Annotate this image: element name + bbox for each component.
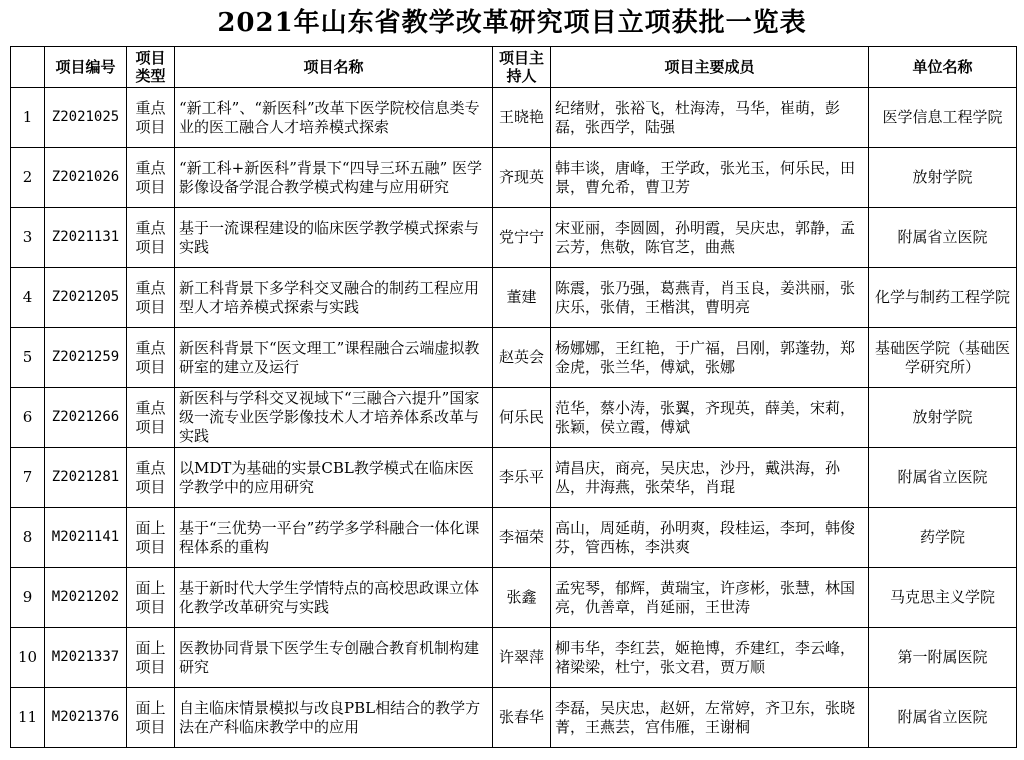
table-row bbox=[11, 328, 1017, 388]
project-code: M2021337 bbox=[45, 628, 127, 688]
project-name: 基于新时代大学生学情特点的高校思政课立体化教学改革研究与实践 bbox=[175, 568, 493, 628]
project-type: 重点项目 bbox=[127, 148, 175, 208]
project-code: Z2021205 bbox=[45, 268, 127, 328]
project-code: Z2021266 bbox=[45, 388, 127, 448]
header-index bbox=[11, 47, 45, 88]
projects-table bbox=[10, 46, 1017, 748]
row-index: 7 bbox=[11, 448, 45, 508]
project-type: 面上项目 bbox=[127, 688, 175, 748]
header-name: 项目名称 bbox=[175, 47, 493, 88]
project-name: 基于一流课程建设的临床医学教学模式探索与实践 bbox=[175, 208, 493, 268]
project-host: 何乐民 bbox=[493, 388, 551, 448]
project-unit: 马克思主义学院 bbox=[869, 568, 1017, 628]
project-type: 重点项目 bbox=[127, 88, 175, 148]
table-row bbox=[11, 688, 1017, 748]
table-row bbox=[11, 268, 1017, 328]
project-members: 靖昌庆，商亮，吴庆忠，沙丹，戴洪海，孙丛，井海燕，张荣华，肖琨 bbox=[551, 448, 869, 508]
project-host: 许翠萍 bbox=[493, 628, 551, 688]
row-index: 3 bbox=[11, 208, 45, 268]
project-name: 新医科与学科交叉视域下“三融合六提升”国家级一流专业医学影像技术人才培养体系改革与实践 bbox=[175, 388, 493, 448]
project-code: Z2021025 bbox=[45, 88, 127, 148]
project-unit: 医学信息工程学院 bbox=[869, 88, 1017, 148]
table-row bbox=[11, 388, 1017, 448]
project-code: Z2021259 bbox=[45, 328, 127, 388]
project-name: 自主临床情景模拟与改良PBL相结合的教学方法在产科临床教学中的应用 bbox=[175, 688, 493, 748]
project-members: 纪绪财，张裕飞，杜海涛，马华，崔萌，彭磊，张西学，陆强 bbox=[551, 88, 869, 148]
row-index: 2 bbox=[11, 148, 45, 208]
row-index: 8 bbox=[11, 508, 45, 568]
project-name: “新工科+新医科”背景下“四导三环五融” 医学影像设备学混合教学模式构建与应用研究 bbox=[175, 148, 493, 208]
project-members: 高山，周延萌，孙明爽，段桂运，李珂，韩俊芬，管西栋，李洪爽 bbox=[551, 508, 869, 568]
project-unit: 附属省立医院 bbox=[869, 688, 1017, 748]
header-type: 项目类型 bbox=[127, 47, 175, 88]
header-row bbox=[11, 47, 1017, 88]
project-name: 以MDT为基础的实景CBL教学模式在临床医学教学中的应用研究 bbox=[175, 448, 493, 508]
project-type: 面上项目 bbox=[127, 628, 175, 688]
project-host: 董建 bbox=[493, 268, 551, 328]
table-row bbox=[11, 88, 1017, 148]
project-type: 重点项目 bbox=[127, 208, 175, 268]
project-type: 面上项目 bbox=[127, 568, 175, 628]
project-unit: 药学院 bbox=[869, 508, 1017, 568]
table-row bbox=[11, 148, 1017, 208]
project-name: 基于“三优势一平台”药学多学科融合一体化课程体系的重构 bbox=[175, 508, 493, 568]
project-type: 面上项目 bbox=[127, 508, 175, 568]
project-unit: 附属省立医院 bbox=[869, 448, 1017, 508]
project-members: 韩丰谈，唐峰，王学政，张光玉，何乐民，田景，曹允希，曹卫芳 bbox=[551, 148, 869, 208]
table-row bbox=[11, 628, 1017, 688]
project-type: 重点项目 bbox=[127, 448, 175, 508]
project-unit: 第一附属医院 bbox=[869, 628, 1017, 688]
header-host: 项目主持人 bbox=[493, 47, 551, 88]
row-index: 11 bbox=[11, 688, 45, 748]
header-unit: 单位名称 bbox=[869, 47, 1017, 88]
row-index: 10 bbox=[11, 628, 45, 688]
project-name: 医教协同背景下医学生专创融合教育机制构建研究 bbox=[175, 628, 493, 688]
project-name: 新工科背景下多学科交叉融合的制药工程应用型人才培养模式探索与实践 bbox=[175, 268, 493, 328]
project-code: M2021141 bbox=[45, 508, 127, 568]
project-host: 王晓艳 bbox=[493, 88, 551, 148]
row-index: 6 bbox=[11, 388, 45, 448]
project-members: 李磊，吴庆忠，赵妍，左常婷，齐卫东，张晓菁，王燕芸，宫伟雁，王谢桐 bbox=[551, 688, 869, 748]
project-members: 宋亚丽，李圆圆，孙明霞，吴庆忠，郭静，孟云芳，焦敬，陈官芝，曲燕 bbox=[551, 208, 869, 268]
project-host: 党宁宁 bbox=[493, 208, 551, 268]
project-type: 重点项目 bbox=[127, 388, 175, 448]
project-host: 齐现英 bbox=[493, 148, 551, 208]
project-code: M2021376 bbox=[45, 688, 127, 748]
project-members: 范华，蔡小涛，张翼，齐现英，薛美，宋莉，张颖，侯立霞，傅斌 bbox=[551, 388, 869, 448]
project-host: 张鑫 bbox=[493, 568, 551, 628]
project-host: 李福荣 bbox=[493, 508, 551, 568]
project-members: 杨娜娜，王红艳，于广福，吕刚，郭蓬勃，郑金虎，张兰华，傅斌，张娜 bbox=[551, 328, 869, 388]
project-code: M2021202 bbox=[45, 568, 127, 628]
header-code: 项目编号 bbox=[45, 47, 127, 88]
project-host: 李乐平 bbox=[493, 448, 551, 508]
row-index: 1 bbox=[11, 88, 45, 148]
row-index: 4 bbox=[11, 268, 45, 328]
project-members: 陈震，张乃强，葛燕青，肖玉良，姜洪丽，张庆乐，张倩，王楷淇，曹明亮 bbox=[551, 268, 869, 328]
table-row bbox=[11, 568, 1017, 628]
project-type: 重点项目 bbox=[127, 268, 175, 328]
header-members: 项目主要成员 bbox=[551, 47, 869, 88]
project-unit: 附属省立医院 bbox=[869, 208, 1017, 268]
row-index: 5 bbox=[11, 328, 45, 388]
project-code: Z2021026 bbox=[45, 148, 127, 208]
project-name: “新工科”、“新医科”改革下医学院校信息类专业的医工融合人才培养模式探索 bbox=[175, 88, 493, 148]
row-index: 9 bbox=[11, 568, 45, 628]
project-code: Z2021131 bbox=[45, 208, 127, 268]
project-members: 孟宪琴，郁辉，黄瑞宝，许彦彬，张慧，林国亮，仇善章，肖延丽，王世涛 bbox=[551, 568, 869, 628]
project-code: Z2021281 bbox=[45, 448, 127, 508]
project-name: 新医科背景下“医文理工”课程融合云端虚拟教研室的建立及运行 bbox=[175, 328, 493, 388]
project-unit: 放射学院 bbox=[869, 388, 1017, 448]
project-unit: 基础医学院（基础医学研究所） bbox=[869, 328, 1017, 388]
document-title: 2021年山东省教学改革研究项目立项获批一览表 bbox=[217, 8, 807, 38]
table-row bbox=[11, 208, 1017, 268]
project-host: 赵英会 bbox=[493, 328, 551, 388]
project-unit: 放射学院 bbox=[869, 148, 1017, 208]
project-members: 柳韦华，李红芸，姬艳博，乔建红，李云峰，褚梁梁，杜宁，张文君，贾万顺 bbox=[551, 628, 869, 688]
table-row bbox=[11, 448, 1017, 508]
project-type: 重点项目 bbox=[127, 328, 175, 388]
project-host: 张春华 bbox=[493, 688, 551, 748]
project-unit: 化学与制药工程学院 bbox=[869, 268, 1017, 328]
table-row bbox=[11, 508, 1017, 568]
